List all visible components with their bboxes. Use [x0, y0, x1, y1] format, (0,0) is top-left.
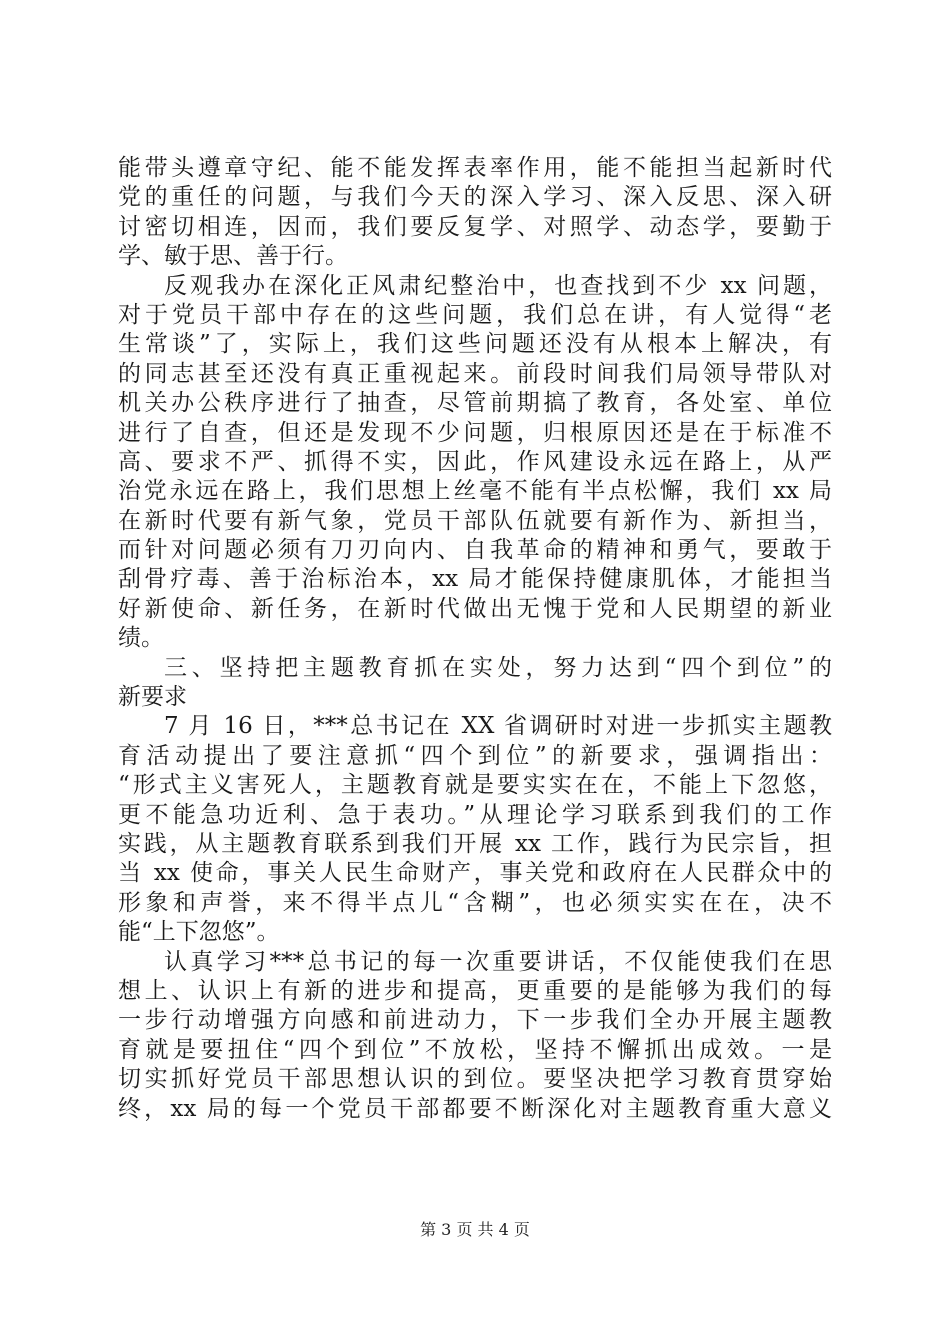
text-line: 讨密切相连，因而，我们要反复学、对照学、动态学，要勤于 — [118, 213, 832, 240]
text-line: 新要求 — [118, 684, 187, 711]
text-line: 育就是要扭住“四个到位”不放松，坚持不懈抓出成效。一是 — [118, 1036, 832, 1063]
text-line: 对于党员干部中存在的这些问题，我们总在讲，有人觉得“老 — [118, 301, 832, 328]
document-body — [118, 154, 832, 1124]
text-line: 机关办公秩序进行了抽查，尽管前期搞了教育，各处室、单位 — [118, 390, 832, 417]
text-line: 绩。 — [118, 625, 164, 652]
text-line: 终，xx 局的每一个党员干部都要不断深化对主题教育重大意义 — [118, 1095, 832, 1122]
text-line: 好新使命、新任务，在新时代做出无愧于党和人民期望的新业 — [118, 595, 832, 622]
text-line: 而针对问题必须有刀刃向内、自我革命的精神和勇气，要敢于 — [118, 537, 832, 564]
text-line: 进行了自查，但还是发现不少问题，归根原因还是在于标准不 — [118, 419, 832, 446]
text-line: 学、敏于思、善于行。 — [118, 243, 348, 270]
text-line: 生常谈”了，实际上，我们这些问题还没有从根本上解决，有 — [118, 331, 832, 358]
page-footer: 第 3 页 共 4 页 — [420, 1220, 530, 1239]
text-line: 三、坚持把主题教育抓在实处，努力达到“四个到位”的 — [164, 654, 832, 681]
text-line: 党的重任的问题，与我们今天的深入学习、深入反思、深入研 — [118, 184, 832, 211]
text-line: 切实抓好党员干部思想认识的到位。要坚决把学习教育贯穿始 — [118, 1066, 832, 1093]
text-line: 反观我办在深化正风肃纪整治中，也查找到不少 xx 问题， — [164, 272, 832, 299]
text-line: 高、要求不严、抓得不实，因此，作风建设永远在路上，从严 — [118, 448, 832, 475]
text-line: 的同志甚至还没有真正重视起来。前段时间我们局领导带队对 — [118, 360, 832, 387]
text-line: 能带头遵章守纪、能不能发挥表率作用，能不能担当起新时代 — [118, 155, 832, 181]
text-line: 刮骨疗毒、善于治标治本，xx 局才能保持健康肌体，才能担当 — [118, 566, 832, 593]
text-line: 育活动提出了要注意抓“四个到位”的新要求，强调指出： — [118, 742, 832, 769]
text-line: 治党永远在路上，我们思想上丝毫不能有半点松懈，我们 xx 局 — [118, 478, 832, 505]
text-line: 在新时代要有新气象，党员干部队伍就要有新作为、新担当， — [118, 507, 832, 534]
text-line: 7 月 16 日，***总书记在 XX 省调研时对进一步抓实主题教 — [164, 713, 832, 740]
text-line: 一步行动增强方向感和前进动力，下一步我们全办开展主题教 — [118, 1007, 832, 1034]
text-line: 更不能急功近利、急于表功。”从理论学习联系到我们的工作 — [118, 801, 832, 828]
text-line: 想上、认识上有新的进步和提高，更重要的是能够为我们的每 — [118, 977, 832, 1004]
text-line: 实践，从主题教育联系到我们开展 xx 工作，践行为民宗旨，担 — [118, 830, 832, 857]
text-line: “形式主义害死人，主题教育就是要实实在在，不能上下忽悠， — [118, 772, 832, 799]
text-line: 能“上下忽悠”。 — [118, 919, 280, 946]
text-line: 形象和声誉，来不得半点儿“含糊”，也必须实实在在，决不 — [118, 889, 832, 916]
text-line: 认真学习***总书记的每一次重要讲话，不仅能使我们在思 — [164, 948, 832, 975]
text-line: 当 xx 使命，事关人民生命财产，事关党和政府在人民群众中的 — [118, 860, 832, 887]
